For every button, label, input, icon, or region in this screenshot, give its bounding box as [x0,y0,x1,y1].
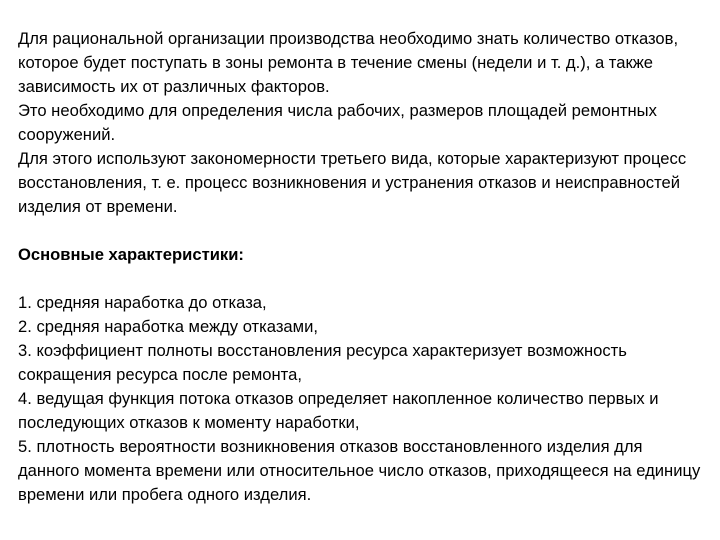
intro-paragraph-1: Для рациональной организации производства необходимо знать количество отказов, которое будет поступать в зоны ремонта в течение смены (недели и т. д.), а также зависимость их от различных факторов. [18,29,679,96]
intro-paragraph-3: Для этого используют закономерности третьего вида, которые характеризуют процесс восстановления, т. е. процесс возникновения и устранения отказов и неисправностей изделия от времени. [18,149,687,216]
list-item: 2. средняя наработка между отказами, [18,317,318,336]
list-item: 1. средняя наработка до отказа, [18,293,267,312]
section-heading: Основные характеристики: [18,245,244,264]
spacer [18,267,708,291]
slide-body [18,27,708,507]
spacer [18,219,708,243]
list-item: 4. ведущая функция потока отказов определяет накопленное количество первых и последующих отказов к моменту наработки, [18,389,659,432]
intro-paragraph-2: Это необходимо для определения числа рабочих, размеров площадей ремонтных сооружений. [18,101,657,144]
list-item: 5. плотность вероятности возникновения отказов восстановленного изделия для данного момента времени или относительное число отказов, приходящееся на единицу времени или пробега одного изделия. [18,437,701,504]
list-item: 3. коэффициент полноты восстановления ресурса характеризует возможность сокращения ресурса после ремонта, [18,341,627,384]
